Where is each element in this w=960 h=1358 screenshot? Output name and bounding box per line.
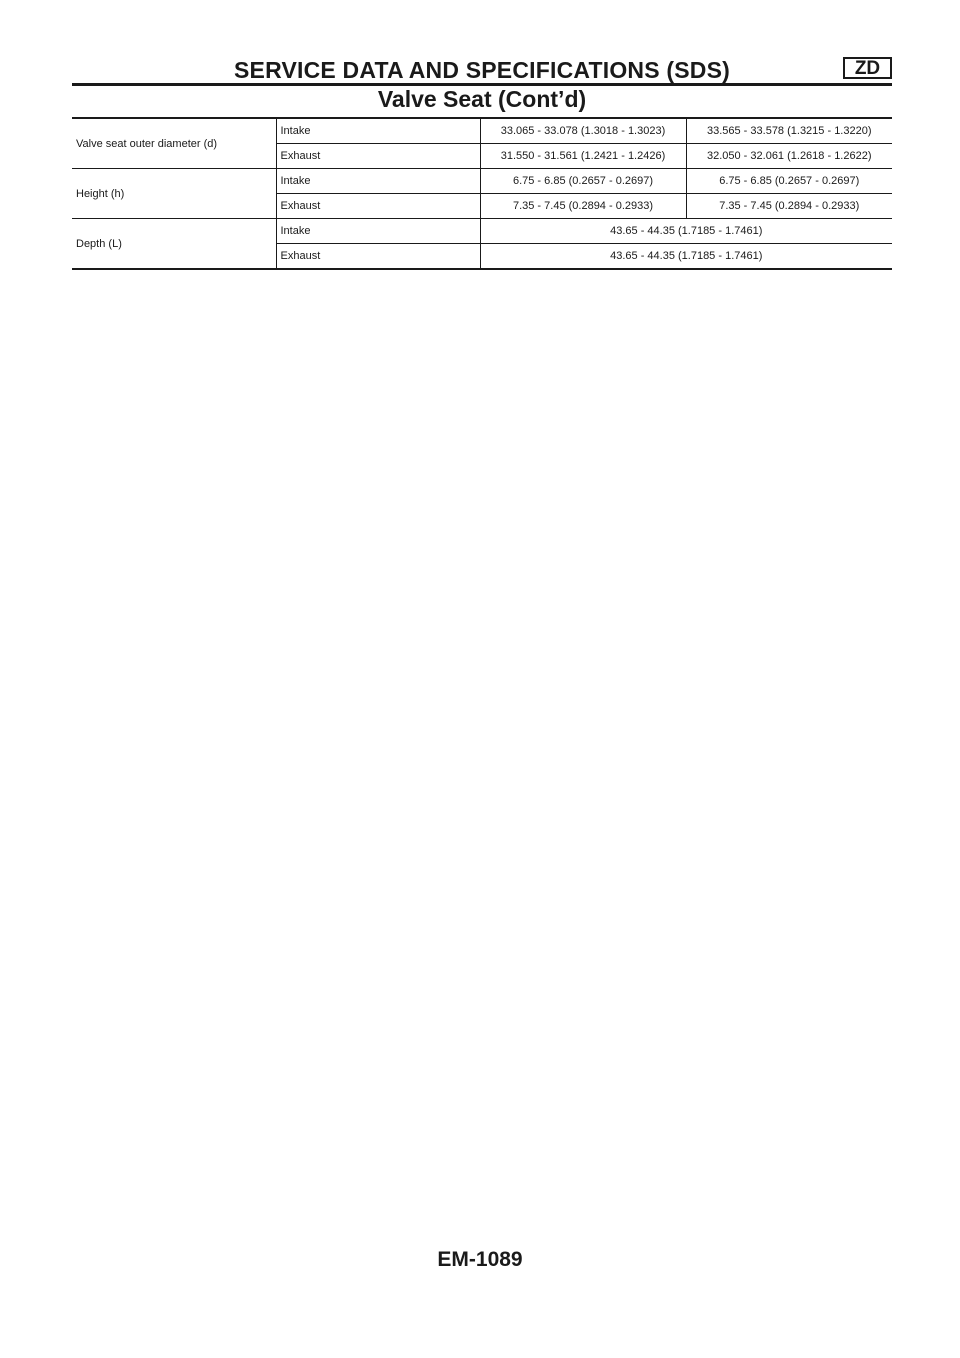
- valve-seat-spec-table: [72, 117, 892, 270]
- spec-item-label: Height (h): [72, 169, 276, 219]
- valve-type-label: Intake: [276, 118, 480, 144]
- spec-item-label: Depth (L): [72, 219, 276, 270]
- spec-value-service: 32.050 - 32.061 (1.2618 - 1.2622): [686, 144, 892, 169]
- engine-code-badge: ZD: [843, 57, 892, 79]
- page-subtitle: Valve Seat (Cont’d): [377, 86, 587, 112]
- spec-value-standard: 7.35 - 7.45 (0.2894 - 0.2933): [480, 194, 686, 219]
- spec-value-service: 6.75 - 6.85 (0.2657 - 0.2697): [686, 169, 892, 194]
- spec-item-label: Valve seat outer diameter (d): [72, 118, 276, 169]
- valve-type-label: Exhaust: [276, 144, 480, 169]
- table-row: [72, 118, 892, 144]
- spec-value: 43.65 - 44.35 (1.7185 - 1.7461): [480, 219, 892, 244]
- page-header: [72, 56, 892, 118]
- spec-value: 43.65 - 44.35 (1.7185 - 1.7461): [480, 244, 892, 270]
- spec-value-service: 33.565 - 33.578 (1.3215 - 1.3220): [686, 118, 892, 144]
- spec-value-standard: 33.065 - 33.078 (1.3018 - 1.3023): [480, 118, 686, 144]
- spec-value-standard: 6.75 - 6.85 (0.2657 - 0.2697): [480, 169, 686, 194]
- valve-type-label: Exhaust: [276, 244, 480, 270]
- spec-value-service: 7.35 - 7.45 (0.2894 - 0.2933): [686, 194, 892, 219]
- valve-type-label: Intake: [276, 169, 480, 194]
- spec-value-standard: 31.550 - 31.561 (1.2421 - 1.2426): [480, 144, 686, 169]
- valve-type-label: Intake: [276, 219, 480, 244]
- page-number: EM-1089: [437, 1248, 523, 1271]
- table-row: [72, 169, 892, 194]
- table-row: [72, 219, 892, 244]
- section-title: SERVICE DATA AND SPECIFICATIONS (SDS): [234, 57, 730, 83]
- valve-type-label: Exhaust: [276, 194, 480, 219]
